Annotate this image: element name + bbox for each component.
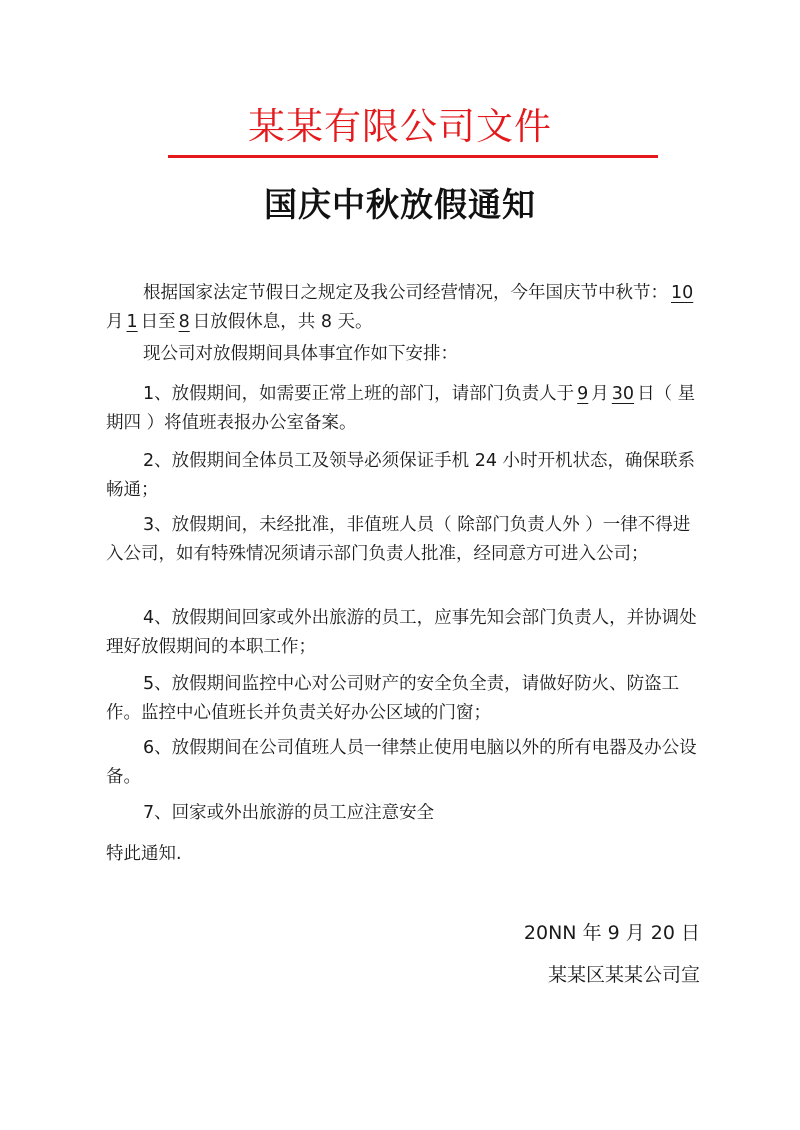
- intro-start-month: 10: [671, 283, 694, 303]
- item-5: 5、放假期间监控中心对公司财产的安全负全责，请做好防火、防盗工作。监控中心值班长并负责关好办公区域的门窗；: [106, 674, 680, 723]
- item-1: [106, 380, 700, 438]
- item-1-day: 30: [611, 384, 635, 404]
- org-header-title: 某某有限公司文件: [248, 105, 552, 148]
- intro-paragraph: [106, 279, 700, 337]
- item-1-month: 9: [577, 384, 589, 404]
- item-1-text-2: 月: [591, 384, 609, 404]
- item-3: 3、放假期间，未经批准，非值班人员（ 除部门负责人外 ）一律不得进入公司，如有特殊情况须请示部门负责人批准，经同意方可进入公司；: [106, 515, 691, 564]
- footer-issuer: 某某区某某公司宣: [547, 964, 700, 986]
- intro-start-day: 1: [126, 312, 138, 332]
- item-1-text-3: 日（ 星期四 ）将值班表报办公室备案。: [106, 384, 696, 433]
- footer-date: 20NN 年 9 月 20 日: [523, 922, 700, 944]
- intro-text-2: 月: [106, 312, 124, 332]
- arrangement-intro: 现公司对放假期间具体事宜作如下安排：: [143, 344, 458, 364]
- header-red-rule: [168, 155, 658, 158]
- document-title: 国庆中秋放假通知: [264, 185, 536, 224]
- item-7: 7、回家或外出旅游的员工应注意安全: [143, 803, 435, 823]
- item-4: 4、放假期间回家或外出旅游的员工，应事先知会部门负责人，并协调处理好放假期间的本职工作；: [106, 608, 697, 657]
- item-2: 2、放假期间全体员工及领导必须保证手机 24 小时开机状态，确保联系畅通；: [106, 451, 696, 500]
- intro-text-1: 根据国家法定节假日之规定及我公司经营情况，今年国庆节中秋节：: [143, 283, 668, 303]
- item-1-text-1: 1、放假期间，如需要正常上班的部门，请部门负责人于: [143, 384, 575, 404]
- closing-line: 特此通知.: [106, 844, 182, 864]
- intro-text-4: 日放假休息，共 8 天。: [192, 312, 373, 332]
- intro-text-3: 日至: [140, 312, 176, 332]
- intro-end-day: 8: [178, 312, 190, 332]
- item-6: 6、放假期间在公司值班人员一律禁止使用电脑以外的所有电器及办公设备。: [106, 738, 697, 787]
